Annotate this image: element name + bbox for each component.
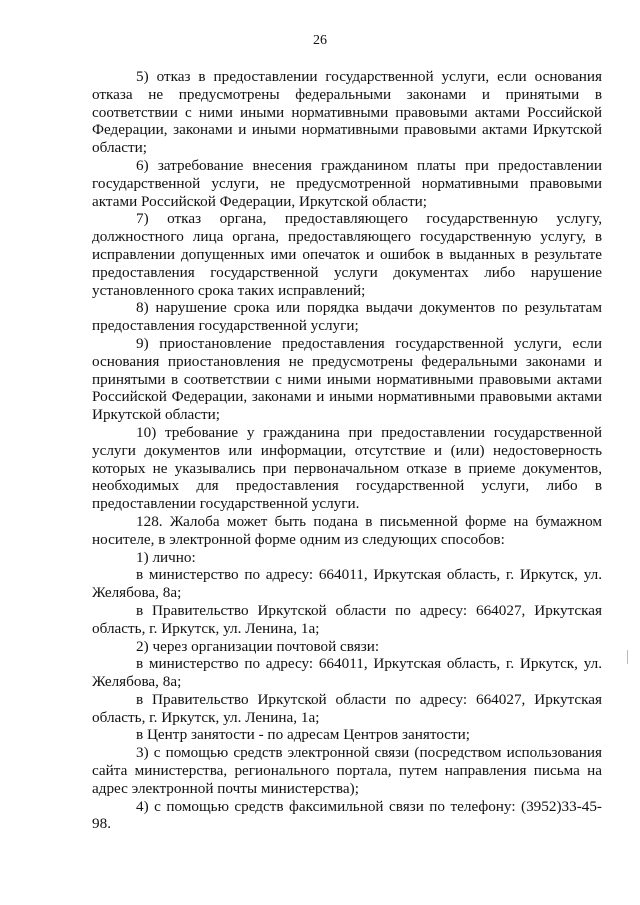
clause-128: 128. Жалоба может быть подана в письменной форме на бумажном носителе, в электронной форме одним из следующих способов: xyxy=(92,512,602,548)
scan-edge-mark xyxy=(627,650,628,664)
address-ministry-1: в министерство по адресу: 664011, Иркутская область, г. Иркутск, ул. Желябова, 8а; xyxy=(92,566,602,602)
employment-centers: в Центр занятости - по адресам Центров занятости; xyxy=(136,726,471,744)
document-body xyxy=(92,68,602,833)
method-1-heading: 1) лично: xyxy=(136,548,196,566)
list-item-5: 5) отказ в предоставлении государственной услуги, если основания отказа не предусмотрены федеральными законами и принятыми в соответствии с ними иными нормативными правовыми актами Российской Федерации, законами и иными нормативными правовыми актами Иркутской области; xyxy=(92,68,602,157)
address-ministry-2: в министерство по адресу: 664011, Иркутская область, г. Иркутск, ул. Желябова, 8а; xyxy=(92,655,602,691)
list-item-7: 7) отказ органа, предоставляющего государственную услугу, должностного лица органа, предоставляющего государственную услугу, в исправлении допущенных ими опечаток и ошибок в выданных в результате предоставления государственной услуги документах либо нарушение установленного срока таких исправлений; xyxy=(92,210,602,299)
address-government-1: в Правительство Иркутской области по адресу: 664027, Иркутская область, г. Иркутск, ул. Ленина, 1а; xyxy=(92,601,602,637)
list-item-8: 8) нарушение срока или порядка выдачи документов по результатам предоставления государственной услуги; xyxy=(92,299,602,335)
page-number: 26 xyxy=(313,33,327,48)
method-2-heading: 2) через организации почтовой связи: xyxy=(136,637,380,655)
list-item-10: 10) требование у гражданина при предоставлении государственной услуги документов или информации, отсутствие и (или) недостоверность которых не указывались при первоначальном отказе в приеме документов, необходимых для предоставления государственной услуги, либо в предоставлении государственной услуги. xyxy=(92,423,602,513)
address-government-2: в Правительство Иркутской области по адресу: 664027, Иркутская область, г. Иркутск, ул. Ленина, 1а; xyxy=(92,690,602,726)
method-3: 3) с помощью средств электронной связи (посредством использования сайта министерства, регионального портала, путем направления письма на адрес электронной почты министерства); xyxy=(92,744,602,797)
method-4: 4) с помощью средств факсимильной связи по телефону: (3952)33-45-98. xyxy=(92,797,602,833)
list-item-9: 9) приостановление предоставления государственной услуги, если основания приостановления не предусмотрены федеральными законами и принятыми в соответствии с ними иными нормативными правовыми актами Российской Федерации, законами и иными нормативными правовыми актами Иркутской области; xyxy=(92,334,602,424)
list-item-6: 6) затребование внесения гражданином платы при предоставлении государственной услуги, не предусмотренной нормативными правовыми актами Российской Федерации, Иркутской области; xyxy=(92,156,602,210)
